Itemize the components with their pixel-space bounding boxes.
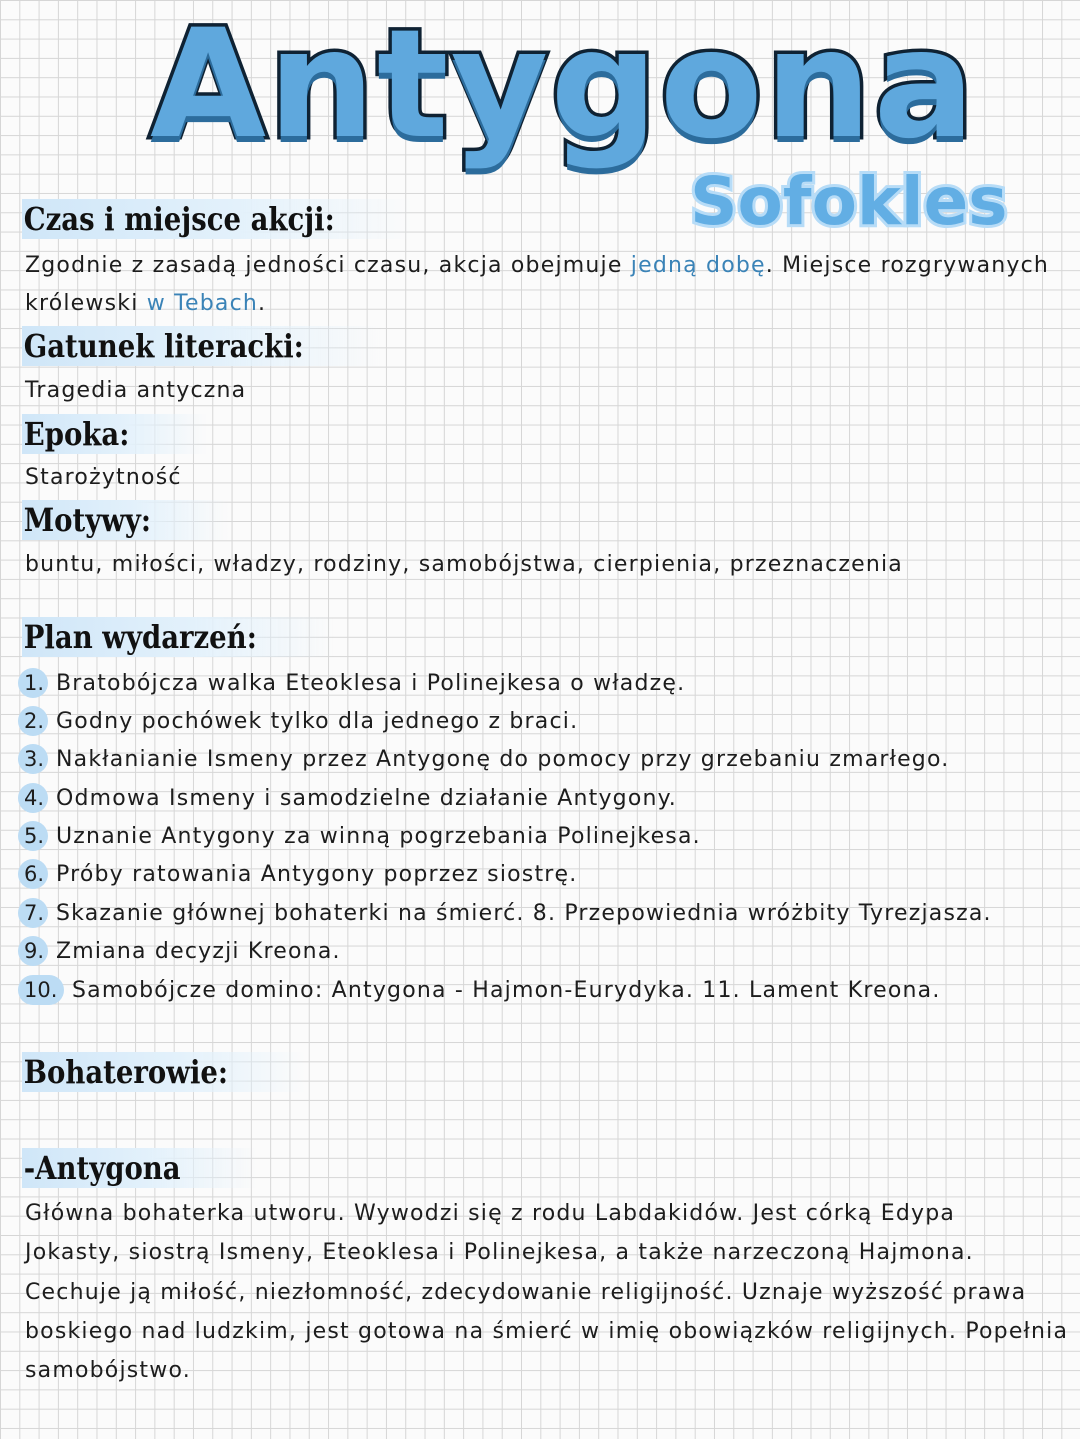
plan-number-9: 9.: [18, 936, 48, 966]
heading-bohaterowie: Bohaterowie:: [22, 1052, 305, 1092]
czas-highlight-teby: w Tebach: [146, 291, 259, 316]
motywy-text: buntu, miłości, władzy, rodziny, samobójstwa, cierpienia, przeznaczenia: [25, 552, 903, 577]
plan-number-3: 3.: [18, 744, 48, 774]
heading-gatunek: Gatunek literacki:: [22, 326, 381, 366]
heading-antygona: -Antygona: [22, 1148, 258, 1188]
plan-number-1: 1.: [18, 668, 48, 698]
heading-czas: Czas i miejsce akcji:: [22, 199, 412, 239]
plan-text-4: Odmowa Ismeny i samodzielne działanie Antygony.: [56, 785, 677, 811]
plan-text-3: Nakłanianie Ismeny przez Antygonę do pomocy przy grzebaniu zmarłego.: [56, 746, 950, 772]
plan-text-10: Samobójcze domino: Antygona - Hajmon-Eurydyka. 11. Lament Kreona.: [72, 977, 941, 1003]
plan-text-9: Zmiana decyzji Kreona.: [56, 938, 341, 964]
plan-text-1: Bratobójcza walka Eteoklesa i Polinejkesa o władzę.: [56, 670, 686, 696]
czas-highlight-doba: jedną dobę: [630, 253, 766, 278]
plan-item-10: [18, 971, 941, 1009]
plan-item-2: [18, 702, 578, 740]
antygona-line-3: Cechuje ją miłość, niezłomność, zdecydowanie religijność. Uznaje wyższość prawa: [25, 1279, 1027, 1305]
plan-item-9: [18, 932, 341, 970]
plan-number-2: 2.: [18, 706, 48, 736]
czas-line-2-post: .: [258, 291, 267, 316]
czas-line-2-pre: królewski: [25, 291, 147, 316]
czas-line-1-pre: Zgodnie z zasadą jedności czasu, akcja obejmuje: [25, 253, 631, 278]
czas-line-2: [25, 285, 266, 324]
heading-plan: Plan wydarzeń:: [22, 617, 334, 657]
plan-text-7: Skazanie głównej bohaterki na śmierć. 8. Przepowiednia wróżbity Tyrezjasza.: [56, 900, 992, 926]
czas-line-1: [25, 247, 1049, 286]
plan-item-1: [18, 664, 685, 702]
plan-number-10: 10.: [18, 975, 64, 1005]
plan-number-7: 7.: [18, 898, 48, 928]
plan-text-2: Godny pochówek tylko dla jednego z braci.: [56, 708, 579, 734]
antygona-line-5: samobójstwo.: [25, 1358, 191, 1384]
plan-item-7: [18, 894, 992, 932]
czas-line-1-post: . Miejsce rozgrywanych: [765, 253, 1050, 278]
plan-item-5: [18, 817, 701, 855]
plan-text-5: Uznanie Antygony za winną pogrzebania Polinejkesa.: [56, 823, 701, 849]
gatunek-text: Tragedia antyczna: [25, 378, 247, 403]
plan-number-4: 4.: [18, 783, 48, 813]
heading-motywy: Motywy:: [22, 500, 228, 540]
antygona-line-1: Główna bohaterka utworu. Wywodzi się z rodu Labdakidów. Jest córką Edypa: [25, 1201, 956, 1226]
heading-epoka: Epoka:: [22, 414, 207, 454]
plan-item-6: [18, 855, 577, 893]
plan-number-6: 6.: [18, 859, 48, 889]
epoka-text: Starożytność: [25, 465, 182, 490]
plan-text-6: Próby ratowania Antygony poprzez siostrę.: [56, 861, 578, 887]
antygona-line-4: boskiego nad ludzkim, jest gotowa na śmierć w imię obowiązków religijnych. Popełnia: [25, 1318, 1069, 1344]
antygona-line-2: Jokasty, siostrą Ismeny, Eteoklesa i Polinejkesa, a także narzeczoną Hajmona.: [25, 1240, 974, 1266]
plan-item-3: [18, 740, 949, 778]
author-name: Sofokles: [690, 163, 1008, 240]
plan-number-5: 5.: [18, 821, 48, 851]
antygona-description: [25, 1194, 1075, 1390]
plan-item-4: [18, 779, 677, 817]
page-title: Antygona: [150, 0, 977, 172]
